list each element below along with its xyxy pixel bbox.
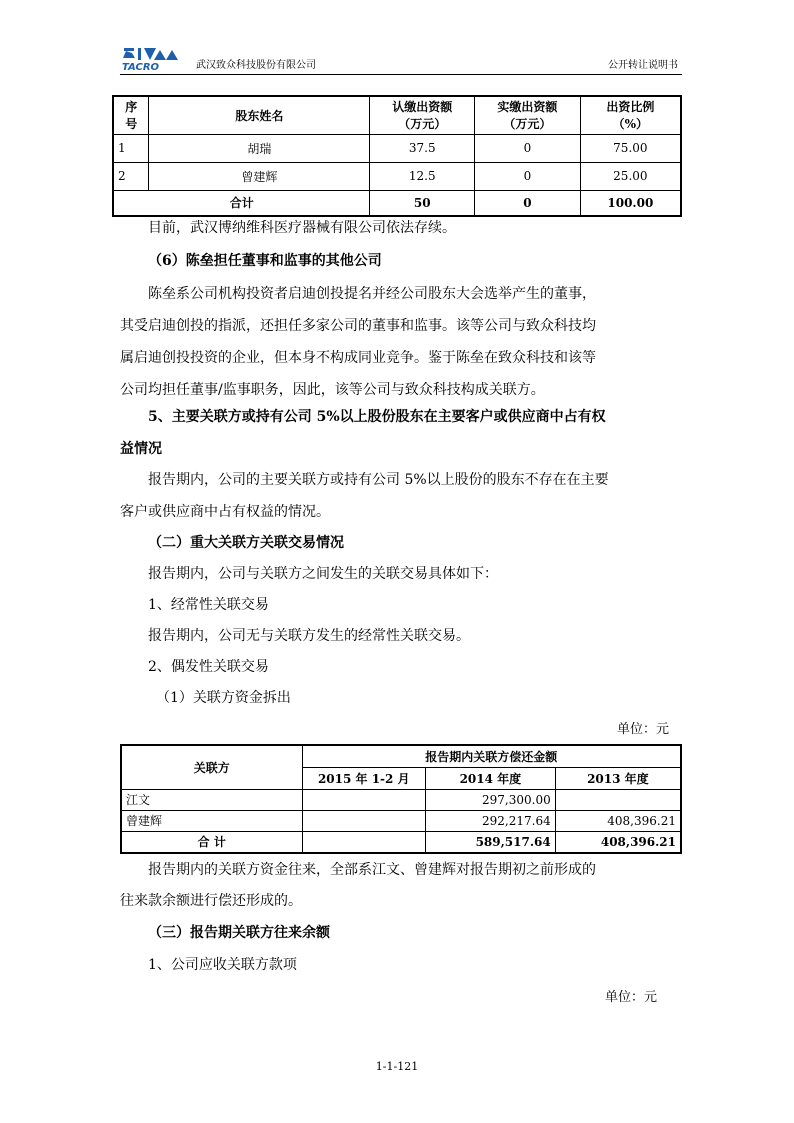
paragraph: 陈垒系公司机构投资者启迪创投提名并经公司股东大会选举产生的董事， <box>148 286 596 302</box>
section-heading: （6）陈垒担任董事和监事的其他公司 <box>148 253 382 269</box>
section-heading: （二）重大关联方关联交易情况 <box>148 535 344 551</box>
cell: 曾建辉 <box>149 162 370 190</box>
logo-text: TACRO <box>122 62 160 72</box>
table-total-row <box>121 831 681 853</box>
header-cell-period: 2014 年度 <box>426 767 556 789</box>
cell <box>302 831 426 853</box>
section-heading: （三）报告期关联方往来余额 <box>148 925 330 941</box>
company-name: 武汉致众科技股份有限公司 <box>196 60 316 71</box>
cell: 75.00 <box>580 134 681 162</box>
table-row <box>113 134 681 162</box>
paragraph: 目前，武汉博纳维科医疗器械有限公司依法存续。 <box>148 220 456 236</box>
cell: 292,217.64 <box>426 810 556 831</box>
paragraph: 报告期内，公司的主要关联方或持有公司 5%以上股份的股东不存在在主要 <box>148 472 609 488</box>
page-header <box>120 44 682 75</box>
cell: 408,396.21 <box>555 810 681 831</box>
cell: 江文 <box>121 789 302 810</box>
cell: 0 <box>475 134 581 162</box>
table-row <box>113 162 681 190</box>
company-logo-icon <box>120 46 188 72</box>
cell: 50 <box>370 190 475 216</box>
paragraph: 属启迪创投投资的企业，但本身不构成同业竞争。鉴于陈垒在致众科技和该等 <box>120 350 596 366</box>
page-number: 1-1-121 <box>375 1060 419 1073</box>
paragraph: 其受启迪创投的指派，还担任多家公司的董事和监事。该等公司与致众科技均 <box>120 318 596 334</box>
cell: 100.00 <box>580 190 681 216</box>
paragraph: 报告期内，公司与关联方之间发生的关联交易具体如下： <box>148 566 498 582</box>
header-cell-ratio: 出资比例 （%） <box>580 96 681 134</box>
subheading: 1、公司应收关联方款项 <box>148 957 297 973</box>
subheading: （1）关联方资金拆出 <box>156 690 291 706</box>
header-cell-paid: 实缴出资额 （万元） <box>475 96 581 134</box>
shareholder-table <box>112 95 682 217</box>
section-heading: 益情况 <box>120 441 162 457</box>
paragraph: 客户或供应商中占有权益的情况。 <box>120 504 330 520</box>
header-cell-party: 关联方 <box>121 745 302 789</box>
cell: 25.00 <box>580 162 681 190</box>
subheading: 2、偶发性关联交易 <box>148 659 269 675</box>
subheading: 1、经常性关联交易 <box>148 597 269 613</box>
cell: 合 计 <box>121 831 302 853</box>
paragraph: 报告期内，公司无与关联方发生的经常性关联交易。 <box>148 628 470 644</box>
cell: 0 <box>475 162 581 190</box>
header-cell-subscribed: 认缴出资额 （万元） <box>370 96 475 134</box>
table-header-row <box>121 745 681 767</box>
unit-label: 单位：元 <box>605 990 658 1005</box>
cell: 408,396.21 <box>555 831 681 853</box>
header-cell-period: 2015 年 1-2 月 <box>302 767 426 789</box>
paragraph: 往来款余额进行偿还形成的。 <box>120 893 302 909</box>
cell: 合计 <box>113 190 370 216</box>
cell: 12.5 <box>370 162 475 190</box>
header-cell-name: 股东姓名 <box>149 96 370 134</box>
cell <box>302 789 426 810</box>
cell: 2 <box>113 162 149 190</box>
cell: 297,300.00 <box>426 789 556 810</box>
table-row <box>121 810 681 831</box>
cell <box>555 789 681 810</box>
cell <box>302 810 426 831</box>
cell: 589,517.64 <box>426 831 556 853</box>
section-heading: 5、主要关联方或持有公司 5%以上股份股东在主要客户或供应商中占有权 <box>148 409 606 425</box>
cell: 1 <box>113 134 149 162</box>
unit-label: 单位：元 <box>617 722 670 737</box>
cell: 0 <box>475 190 581 216</box>
table-row <box>121 789 681 810</box>
cell: 曾建辉 <box>121 810 302 831</box>
related-party-repayment-table <box>120 744 682 854</box>
header-cell-period: 2013 年度 <box>555 767 681 789</box>
paragraph: 公司均担任董事/监事职务，因此，该等公司与致众科技构成关联方。 <box>120 382 545 398</box>
cell: 胡瑞 <box>149 134 370 162</box>
table-total-row <box>113 190 681 216</box>
header-cell-group: 报告期内关联方偿还金额 <box>302 745 681 767</box>
paragraph: 报告期内的关联方资金往来，全部系江文、曾建辉对报告期初之前形成的 <box>148 862 596 878</box>
document-title: 公开转让说明书 <box>608 60 678 71</box>
cell: 37.5 <box>370 134 475 162</box>
table-header-row <box>113 96 681 134</box>
header-cell-index: 序 号 <box>113 96 149 134</box>
